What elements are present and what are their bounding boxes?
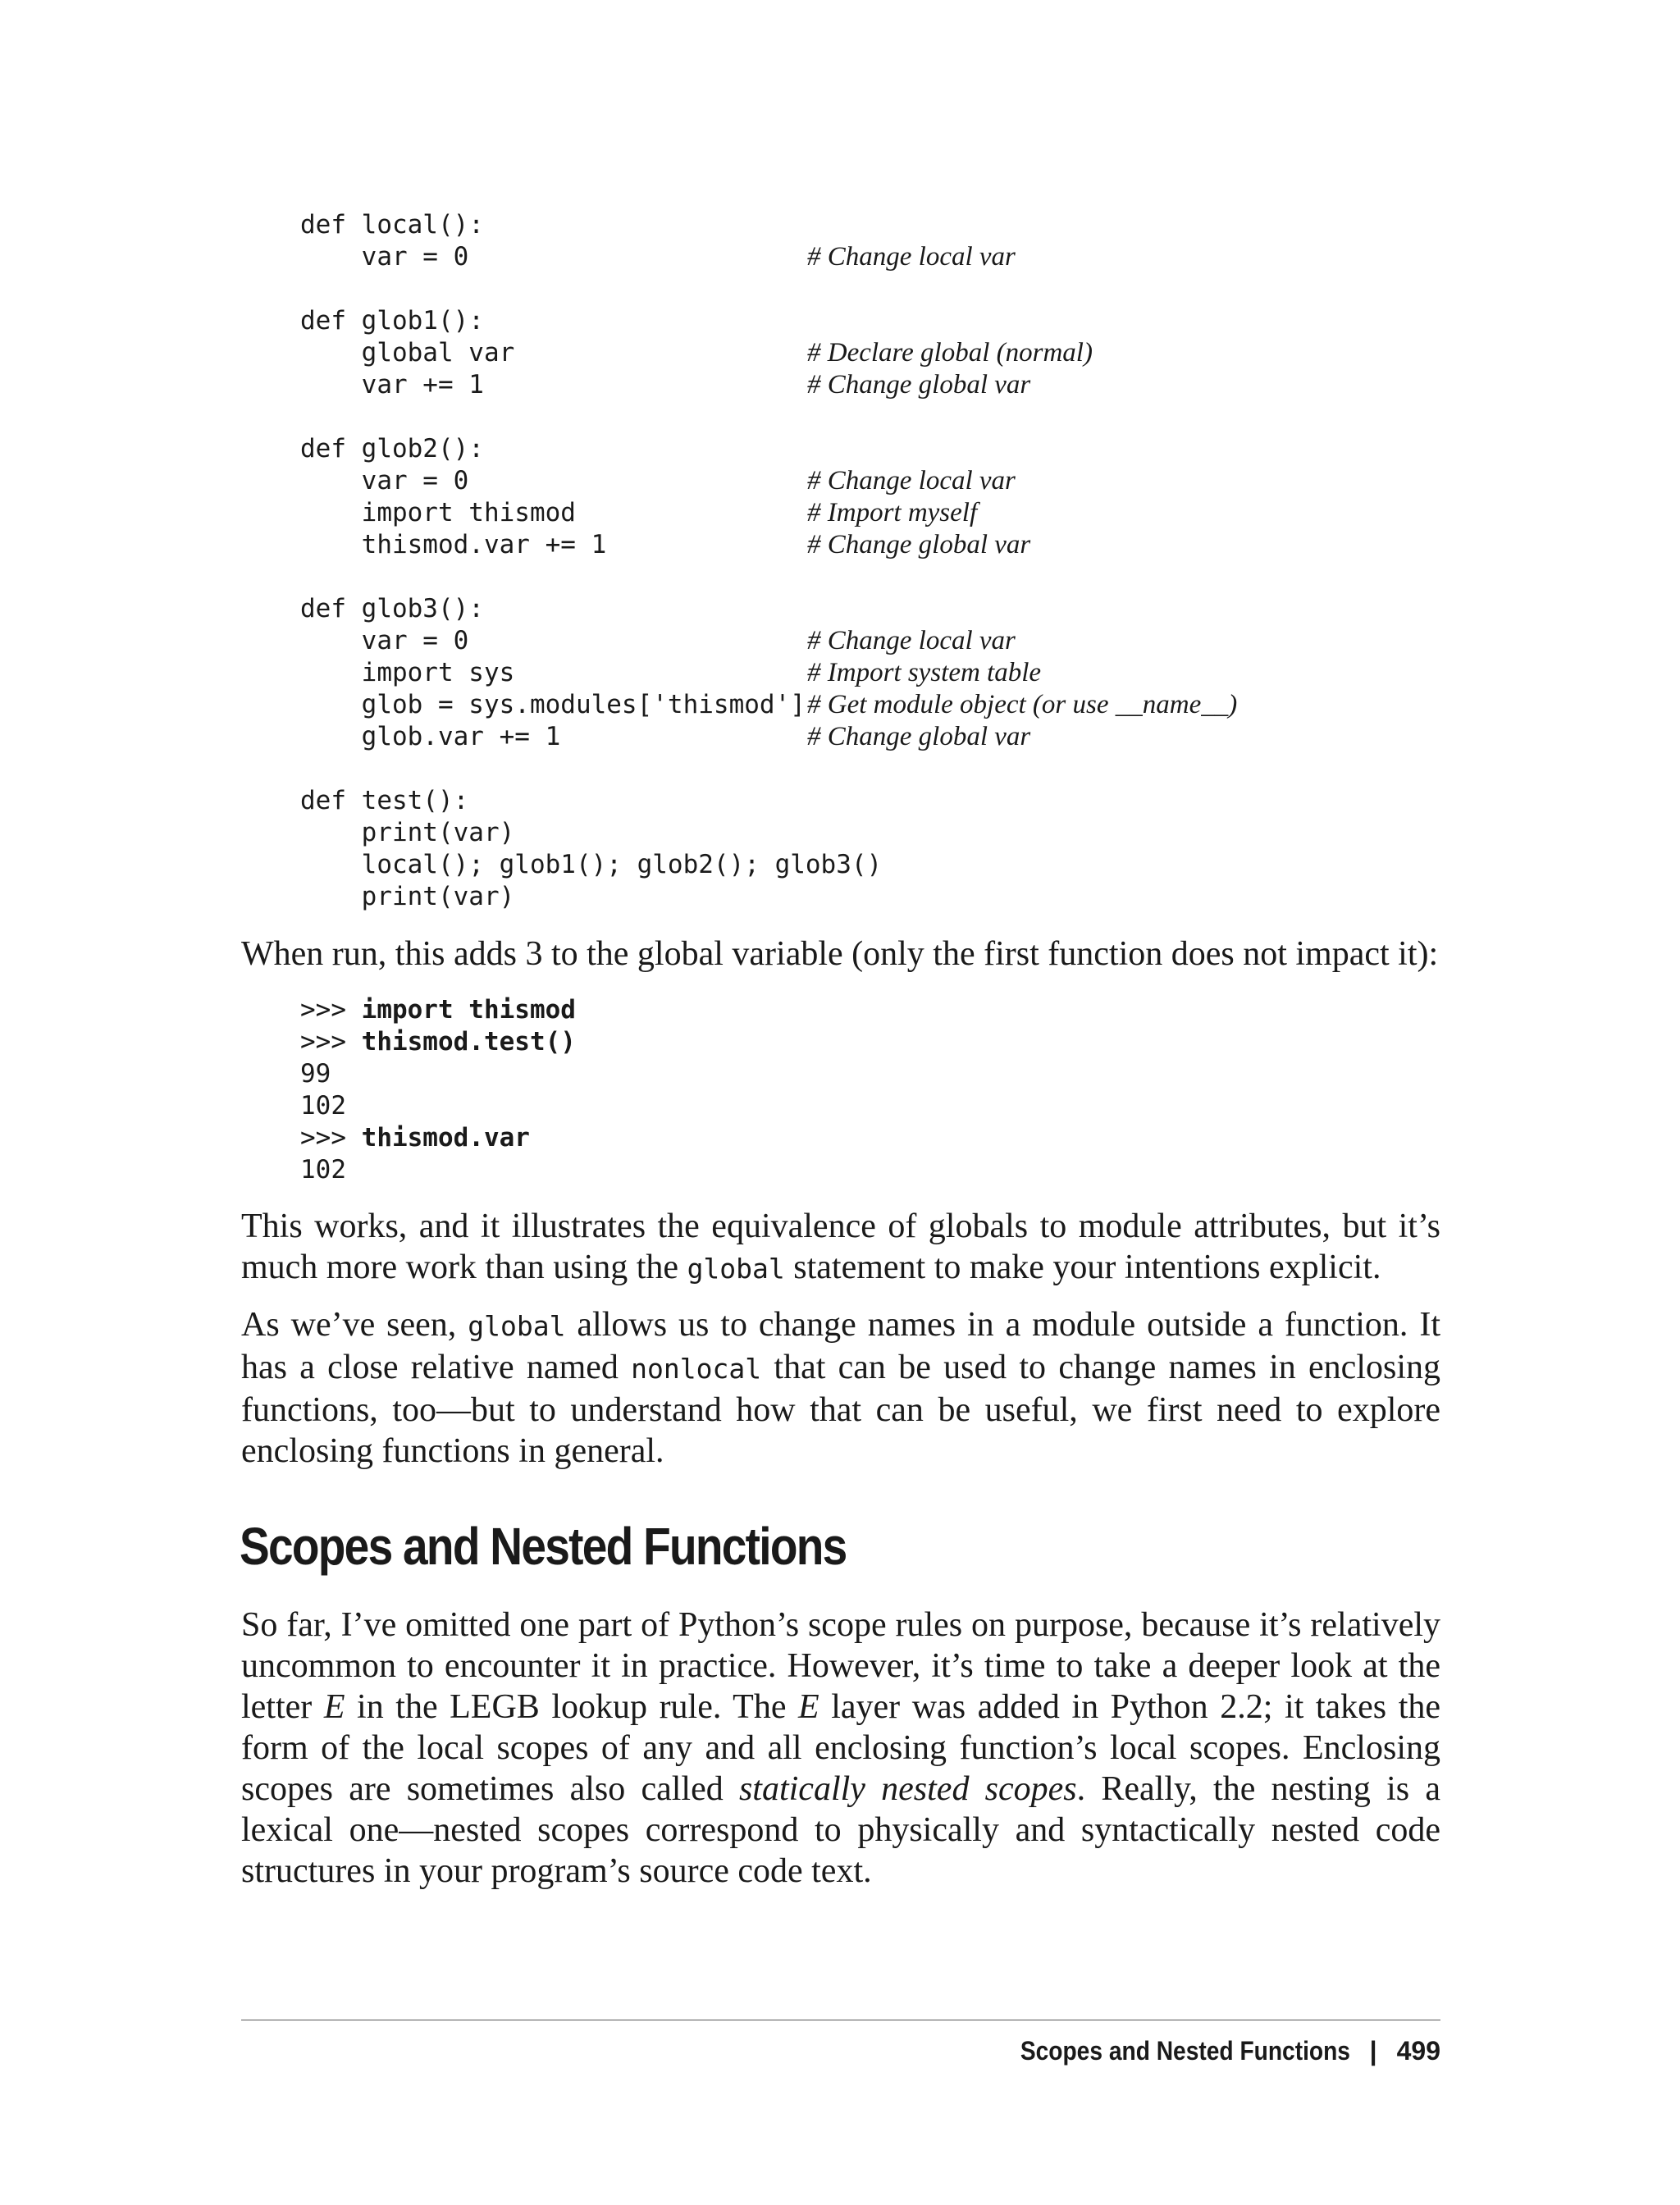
code-line [300,465,1016,497]
code-line [300,529,1031,561]
session-output: 99 [300,1059,331,1089]
code-comment: # Change global var [807,722,1031,751]
code-text: var += 1 [300,370,484,399]
paragraph-when-run: When run, this adds 3 to the global variable (only the first function does not impact it): [241,935,1439,973]
code-comment: # Get module object (or use __name__) [807,690,1238,719]
code-text: var = 0 [300,626,469,655]
code-comment: # Declare global (normal) [807,338,1093,368]
code-line [300,305,882,337]
inline-code-nonlocal: nonlocal [631,1353,762,1385]
code-text: import sys [300,658,515,687]
code-comment: # Change local var [807,242,1016,272]
prompt: >>> [300,1123,362,1153]
code-text: print(var) [300,882,515,911]
code-comment: # Import system table [807,658,1042,687]
code-line [300,337,1093,369]
code-line [300,689,1238,721]
prompt: >>> [300,1027,362,1057]
paragraph-nonlocal: As we’ve seen, global allows us to change names in a module outside a function. It has a close relative named nonlocal that can be used to change names in enclosing functions, too—but to understand how that can be useful, we first need to explore enclosing functions in general. [241,1306,1441,1470]
code-block-interactive-session [300,994,576,1186]
inline-code-global: global [687,1253,785,1285]
code-line [300,753,882,785]
code-line [300,497,978,529]
code-line [300,369,1031,401]
code-text: var = 0 [300,466,469,495]
code-line [300,721,1031,753]
code-line [300,881,882,913]
code-text: def local(): [300,210,484,240]
session-line [300,1026,576,1058]
code-comment: # Change local var [807,466,1016,495]
code-comment: # Change global var [807,530,1031,559]
code-line [300,849,882,881]
session-line [300,1154,576,1186]
code-line [300,209,882,241]
code-block-thismod [300,209,1238,913]
paragraph-scopes-intro: So far, I’ve omitted one part of Python’s scope rules on purpose, because it’s relatively uncommon to encounter it in practice. However, it’s time to take a deeper look at the letter E in the LEGB lookup rule. The E layer was added in Python 2.2; it takes the form of the local scopes of any and all enclosing function’s local scopes. Enclosing scopes are sometimes also called statically nested scopes. Really, the nesting is a lexical one—nested scopes correspond to physically and syntactically nested code structures in your program’s source code text. [241,1606,1441,1890]
inline-code-global: global [468,1310,566,1342]
code-text: local(); glob1(); glob2(); glob3() [300,850,883,879]
session-line [300,994,576,1026]
session-line [300,1122,576,1154]
code-line [300,817,882,849]
code-comment: # Import myself [807,498,978,527]
running-title: Scopes and Nested Functions [1020,2036,1350,2066]
code-text: global var [300,338,515,368]
paragraph-equivalence: This works, and it illustrates the equivalence of globals to module attributes, but it’s much more work than using the global statement to make your intentions explicit. [241,1208,1440,1286]
prompt: >>> [300,995,362,1025]
code-text: def glob3(): [300,594,484,623]
session-line [300,1058,576,1090]
code-text: def test(): [300,786,469,815]
code-line [300,401,882,433]
section-heading: Scopes and Nested Functions [240,1517,847,1576]
code-text: glob = sys.modules['thismod'] [300,690,806,719]
code-text: def glob2(): [300,434,484,463]
code-comment: # Change global var [807,370,1031,399]
code-line [300,273,882,305]
code-line [300,785,882,817]
code-text: glob.var += 1 [300,722,561,751]
page-number: 499 [1396,2036,1440,2066]
code-text: import thismod [300,498,576,527]
code-comment: # Change local var [807,626,1016,655]
code-text: thismod.var += 1 [300,530,607,559]
session-input: import thismod [361,995,576,1025]
code-line [300,657,1042,689]
session-input: thismod.test() [361,1027,576,1057]
code-line [300,561,882,593]
page-footer [975,2036,1440,2066]
code-line [300,433,882,465]
session-input: thismod.var [361,1123,530,1153]
code-text: var = 0 [300,242,469,272]
code-line [300,593,882,625]
code-line [300,625,1016,657]
code-text: def glob1(): [300,306,484,336]
code-line [300,241,1016,273]
session-line [300,1090,576,1122]
code-text: print(var) [300,818,515,847]
session-output: 102 [300,1155,346,1185]
session-output: 102 [300,1091,346,1121]
footer-separator: | [1369,2036,1377,2066]
